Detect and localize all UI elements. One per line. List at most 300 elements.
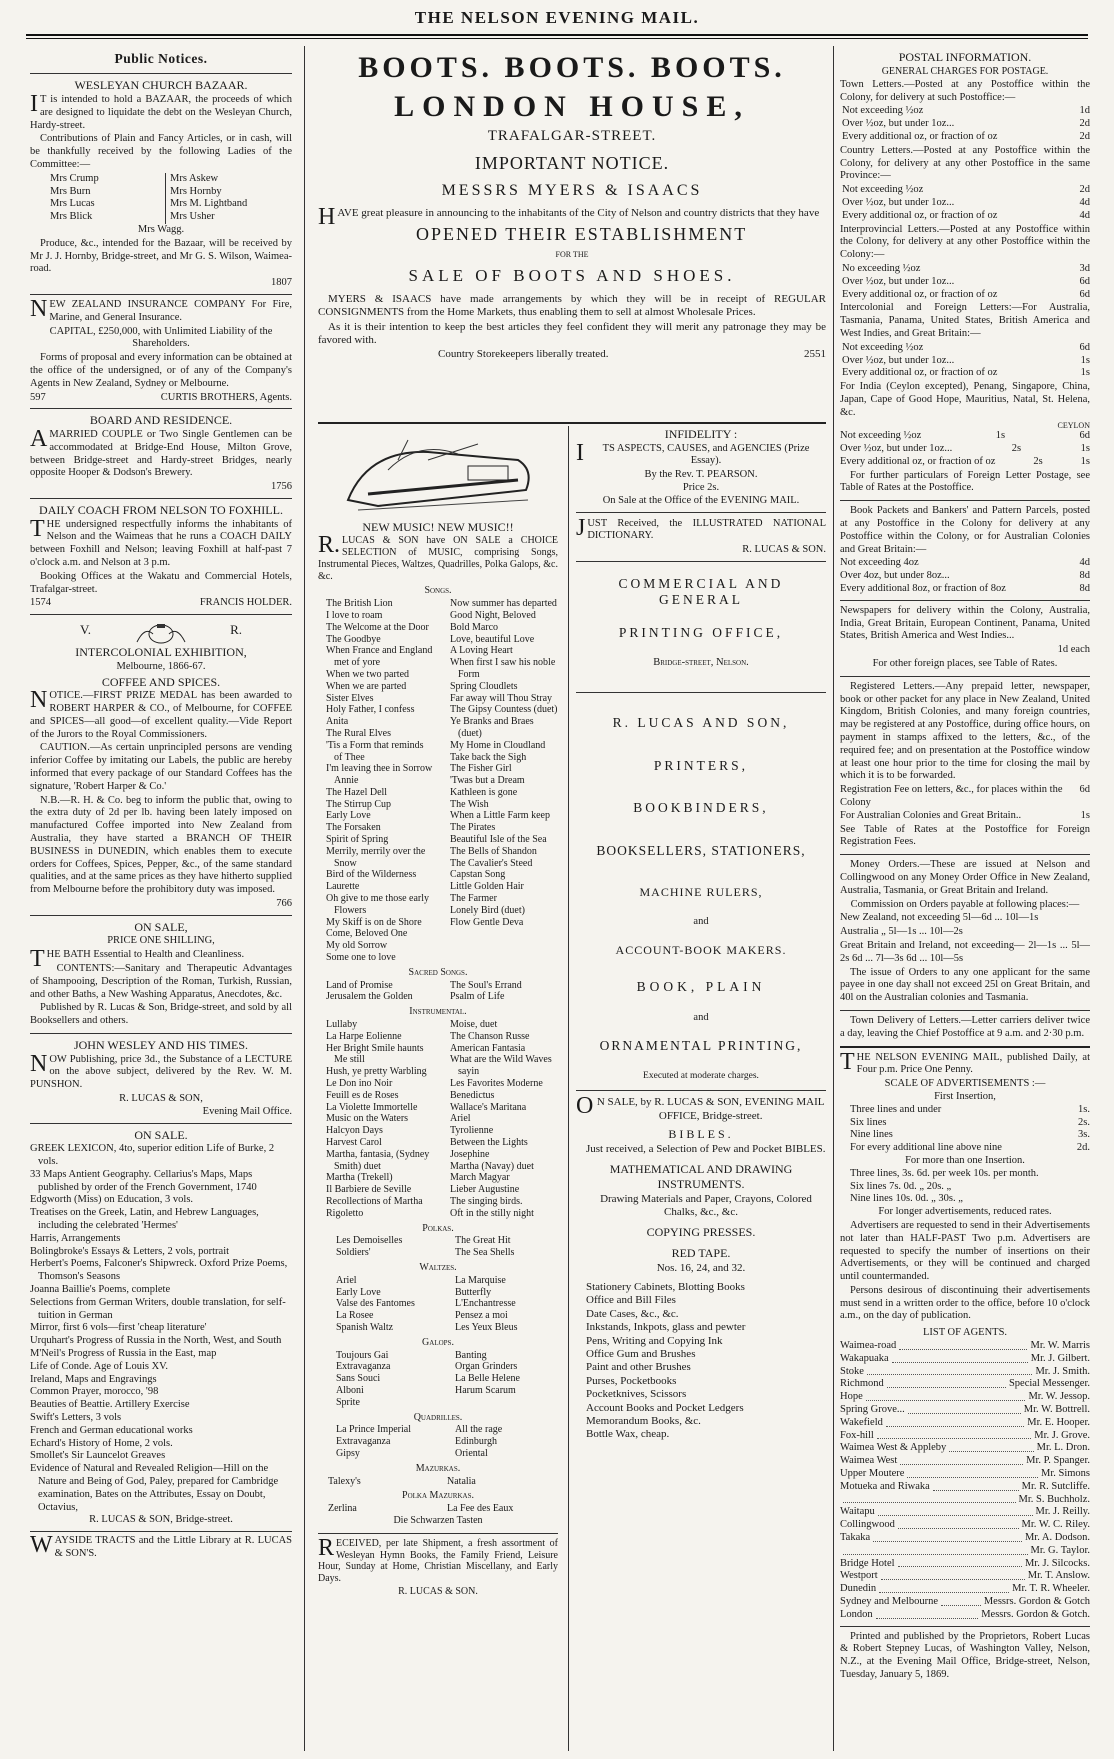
stationery-item: Inkstands, Inkpots, glass and pewter (586, 1321, 746, 1334)
agent-name: Special Messenger. (1008, 1378, 1090, 1390)
agent-row (840, 1609, 1090, 1622)
song-item: Jerusalem the Golden (326, 991, 413, 1003)
music-item: Sans Souci (336, 1373, 381, 1385)
agent-name: Mr. J. Reilly. (1035, 1506, 1090, 1518)
ad-title: WESLEYAN CHURCH BAZAAR. (74, 78, 248, 93)
stationery-item: Pens, Writing and Copying Ink (586, 1334, 723, 1347)
rate-row (840, 289, 1090, 302)
music-item: La Violette Immortelle (326, 1101, 418, 1113)
agent-name: Mr. P. Spanger. (1026, 1455, 1090, 1467)
agent-place: Sydney and Melbourne (840, 1596, 938, 1608)
book-packets: Book Packets and Bankers' and Pattern Parcels, posted at any Postoffice in the Colony for delivery at any Postoffice within the Colony, or for Australian Colonies and Great Britain:— Not exceeding 4oz 4d Over 4oz, but under 8oz... 8d Every additional 8oz, or fraction of 8oz 8d (840, 501, 1090, 601)
music-item: Edinburgh (455, 1436, 498, 1448)
agent-row (840, 1455, 1090, 1468)
rate-row (840, 118, 1090, 131)
music-item: Martha (Navay) duet (450, 1160, 534, 1172)
stationery-item: Bottle Wax, cheap. (586, 1428, 670, 1441)
ad-title: ON SALE. (134, 1127, 188, 1142)
song-item: Bold Marco (450, 621, 499, 633)
list-item: Swift's Letters, 3 vols (30, 1412, 122, 1423)
rate-value: 1s (1080, 354, 1090, 366)
ad-title: NEW MUSIC! NEW MUSIC!! (362, 520, 514, 534)
music-item: Extravaganza (336, 1361, 391, 1373)
rate-value: 4d (1079, 209, 1090, 221)
leader-dots (941, 1596, 981, 1606)
agent-place: Westport (840, 1570, 878, 1582)
agent-name: Mr. J. Silcocks. (1024, 1557, 1090, 1569)
rate-row (840, 263, 1090, 276)
agent-place: Stoke (840, 1365, 864, 1377)
agent-place: Dunedin (840, 1583, 877, 1595)
rate-label: Over 4oz, but under 8oz... (840, 570, 950, 582)
leader-dots (843, 1545, 1028, 1555)
music-item: Harvest Carol (326, 1137, 382, 1148)
list-item: Evidence of Natural and Revealed Religion—Hill on the Nature and Being of God, Paley, prepared for Cambridge examination, Bates on the Attributes, Essay on Doubt, Octavius, (30, 1463, 279, 1513)
agent-name: Mr. Simons (1040, 1468, 1090, 1480)
agent-place: Bridge Hotel (840, 1557, 895, 1569)
royal-arms-icon (131, 622, 191, 644)
rate-label: Not exceeding ½oz (842, 105, 924, 117)
list-item: French and German educational works (30, 1424, 193, 1436)
song-item: The Welcome at the Door (326, 621, 429, 633)
list-item: Common Prayer, morocco, '98 (30, 1386, 159, 1398)
list-item: Joanna Baillie's Poems, complete (30, 1284, 171, 1296)
song-item: I love to roam (326, 609, 383, 621)
agent-name: Mr. A. Dodson. (1024, 1532, 1090, 1544)
music-item: Lullaby (326, 1019, 358, 1031)
music-item: Oft in the stilly night (450, 1207, 534, 1219)
leader-dots (898, 1519, 1019, 1529)
agent-name: Mr. J. Smith. (1035, 1365, 1090, 1377)
ad-title: POSTAL INFORMATION. (898, 50, 1032, 64)
newspapers: Newspapers for delivery within the Colony, Australia, India, Great Britain, European Continent, Panama, United States, British America and West Indies... 1d each For other foreign places, see Table of Rates. (840, 601, 1090, 677)
rate-value: 2d. (1076, 1142, 1090, 1154)
coffee-spices-ad: V. R. INTERCOLONIAL EXHIBITION, Melbourne, 1866-67. COFFEE AND SPICES. NOTICE.—FIRST PRIZE MEDAL has been awarded to ROBERT HARPER & CO., of Melbourne, for COFFEE and SPICES—all good—of excellent quality.—Vide Report of the Jurors to the Royal Commissioners. CAUTION.—As certain unprincipled persons are vending inferior Coffee by imitating our Labels, the public are hereby informed that every package of our Standard Coffees has the signature, 'Robert Harper & Co.' N.B.—R. H. & Co. beg to inform the public that, owing to the extra duty of 2d per lb. having been lately imposed on manufactured Coffee imported into New Zealand from Australia, they have started a BRANCH OF THEIR BUSINESS in DUNEDIN, which enables them to execute orders for Coffees, Spices, Pepper, &c., of the same standard qualities, and at the same prices as they have hitherto supplied from Melbourne before the prohibitory duty was imposed. 766 (30, 615, 292, 916)
rate-row (840, 443, 1090, 456)
list-item: Harris, Arrangements (30, 1232, 121, 1244)
leader-dots (907, 1468, 1038, 1478)
song-item: Lonely Bird (duet) (450, 904, 525, 916)
song-item: When we two parted (326, 668, 410, 680)
rate-label: No exceeding ½oz (842, 262, 921, 274)
list-item: Smollet's Sir Launcelot Greaves (30, 1450, 166, 1462)
stationery-item: Office Gum and Brushes (586, 1348, 696, 1361)
rate-row: Nine lines 10s. 0d. „ 30s. „ (850, 1193, 963, 1205)
stationery-item: Purses, Pocketbooks (586, 1374, 677, 1387)
agent-name: Mr. W. C. Riley. (1021, 1519, 1090, 1531)
rate-value: 4d (1079, 557, 1090, 569)
agent-row (840, 1391, 1090, 1404)
agent-row (840, 1506, 1090, 1519)
leader-dots (908, 1404, 1021, 1414)
stationery-item: Account Books and Pocket Ledgers (586, 1401, 744, 1414)
leader-dots (887, 1378, 1006, 1388)
music-item: Harum Scarum (455, 1384, 516, 1396)
agent-row (840, 1378, 1090, 1391)
rate-value: 2d (1079, 184, 1090, 196)
agent-row (840, 1442, 1090, 1455)
music-item: Valse des Fantomes (336, 1298, 415, 1310)
music-item: La Rosee (336, 1310, 374, 1322)
leader-dots (867, 1366, 1033, 1376)
board-residence-ad: BOARD AND RESIDENCE. AMARRIED COUPLE or Two Single Gentlemen can be accommodated at Bridge-End House, Milton Grove, between Bridge-street and Hardy-street Bridges, nearly opposite Hooper & Dodson's Brewery. 1756 (30, 409, 292, 499)
music-item: Butterfly (455, 1286, 492, 1298)
infidelity-ad: INFIDELITY : ITS ASPECTS, CAUSES, and AGENCIES (Prize Essay). By the Rev. T. PEARSON. Price 2s. On Sale at the Office of the EVENING MAIL. (576, 427, 826, 513)
column-divider (833, 46, 834, 1751)
song-item: Beautiful Isle of the Sea (450, 834, 547, 846)
music-item: American Fantasia (450, 1042, 526, 1054)
music-item: Soldiers' (336, 1247, 371, 1259)
list-item: Selections from German Writers, double translation, for self-tuition in German (30, 1296, 286, 1321)
song-item: Good Night, Beloved (450, 609, 536, 621)
music-item: Organ Grinders (455, 1361, 518, 1373)
rate-value: 1s (995, 430, 1006, 442)
agent-row (840, 1519, 1090, 1532)
music-item: La Marquise (455, 1274, 506, 1286)
music-item: Martha, fantasia, (Sydney Smith) duet (326, 1148, 430, 1172)
agent-place: Waimea-road (840, 1340, 897, 1352)
music-item: L'Enchantresse (455, 1298, 516, 1310)
rate-value: 2s (1011, 443, 1022, 455)
song-item: The Stirrup Cup (326, 798, 391, 810)
town-delivery: Town Delivery of Letters.—Letter carriers deliver twice a day, leaving the Chief Postoffice at 9 a.m. and 2·30 p.m. (840, 1011, 1090, 1048)
bazaar-ad: WESLEYAN CHURCH BAZAAR. IT is intended to hold a BAZAAR, the proceeds of which are designed to liquidate the debt on the Wesleyan Church, Hardy-street. Contributions of Plain and Fancy Articles, or in cash, will be thankfully received by the following Ladies of the Committee:— Mrs Crump Mrs Burn Mrs Lucas Mrs Blick Mrs Askew Mrs Hornby Mrs M. Lightband Mrs Usher Mrs Wagg. Produce, &c., intended for the Bazaar, will be received by Mr J. J. Hornby, Bridge-street, and Mr G. S. Wilson, Waimea-road. 1807 (30, 74, 292, 295)
list-item: Mirror, first 6 vols—first 'cheap literature' (30, 1322, 207, 1334)
music-item: Tyrolienne (450, 1125, 494, 1137)
rate-label: Over ½oz, but under 1oz... (842, 275, 955, 287)
song-item: Flow Gentle Deva (450, 916, 524, 928)
list-item: Urquhart's Progress of Russia in the North, West, and South (30, 1335, 282, 1347)
imprint: Printed and published by the Proprietors, Robert Lucas & Robert Stepney Lucas, of Washington Valley, Nelson, N.Z., at the Evening Mail Office, Bridge-street, Nelson, Tuesday, January 5, 1869. (840, 1630, 1090, 1680)
coach-ad: DAILY COACH FROM NELSON TO FOXHILL. THE undersigned respectfully informs the inhabitants of Nelson and the Waimeas that he runs a COACH DAILY between Foxhill and Nelson; leaving Foxhill at half-past 7 o'clock a.m. and Nelson at 3 p.m. Booking Offices at the Wakatu and Commercial Hotels, Trafalgar-street. 1574 FRANCIS HOLDER. (30, 499, 292, 615)
rate-value: 1s. (1078, 1103, 1090, 1115)
leader-dots (843, 1494, 1016, 1504)
leader-dots (876, 1609, 979, 1619)
song-item: Capstan Song (450, 869, 506, 881)
song-item: The Goodbye (326, 633, 381, 645)
agent-place: Waitapu (840, 1506, 875, 1518)
song-item: The Wish (450, 798, 489, 810)
song-item: 'Tis a Form that reminds of Thee (326, 739, 424, 763)
song-item: When France and England met of yore (326, 645, 433, 669)
song-item: Ye Branks and Braes (duet) (450, 716, 534, 739)
printing-office-ad: INFIDELITY : ITS ASPECTS, CAUSES, and AGENCIES (Prize Essay). By the Rev. T. PEARSON. Price 2s. On Sale at the Office of the EVENING MAIL. JUST Received, the ILLUSTRATED NATIONAL DICTIONARY. R. LUCAS & SON. COMMERCIAL AND GENERAL PRINTING OFFICE, Bridge-street, Nelson. R. LUCAS AND SON, PRINTERS, BOOKBINDERS, BOOKSELLERS, STATIONERS, MACHINE RULERS, and ACCOUNT-BOOK MAKERS. BOOK, PLAIN and ORNAMENTAL PRINTING, Executed at moderate charges. ON SALE, by R. LUCAS & SON, EVENING MAIL OFFICE, Bridge-street. BIBLES. Just received, a Selection of Pew and Pocket BIBLES. MATHEMATICAL AND DRAWING INSTRUMENTS. Drawing Materials and Paper, Crayons, Colored Chalks, &c., &c. COPYING PRESSES. RED TAPE. Nos. 16, 24, and 32. Stationery Cabinets, Blotting Books Office and Bill Files Date Cases, &c., &c. Inkstands, Inkpots, glass and pewter Pens, Writing and Copying Ink Office Gum and Brushes Paint and other Brushes Purses, Pocketbooks Pocketknives, Scissors Account Books and Pocket Ledgers Memorandum Books, &c. Bottle Wax, cheap. (576, 427, 826, 1441)
song-item: Now summer has departed (450, 598, 557, 610)
song-item: Land of Promise (326, 979, 393, 991)
songs-list (318, 598, 558, 964)
song-item: Bird of the Wilderness (326, 869, 417, 881)
music-item: Lieber Augustine (450, 1184, 520, 1196)
agent-place: Wakefield (840, 1416, 883, 1428)
leader-dots (886, 1417, 1024, 1427)
leader-dots (892, 1353, 1028, 1363)
song-item: Some one to love (326, 952, 396, 964)
agent-row (840, 1545, 1090, 1558)
rate-value: 6d (1079, 341, 1090, 353)
agent-row (840, 1417, 1090, 1430)
song-item: Merrily, merrily over the Snow (326, 845, 426, 869)
song-item: Holy Father, I confess (326, 704, 415, 716)
rate-value: 1s (1080, 443, 1090, 455)
song-item: Kathleen is gone (450, 786, 518, 798)
agent-place: Collingwood (840, 1519, 895, 1531)
agent-place: Waimea West & Appleby (840, 1442, 947, 1454)
rate-label: Three lines and under (850, 1103, 942, 1115)
song-item: Anita (326, 716, 349, 728)
song-item: The Bells of Shandon (450, 845, 537, 857)
hymn-books-ad: RECEIVED, per late Shipment, a fresh assortment of Wesleyan Hymn Books, the Family Friend, Leisure Hour, Sunday at Home, Christian Miscellany, and Early Days. R. LUCAS & SON. (318, 1534, 558, 1597)
music-item: Her Bright Smile haunts Me still (326, 1042, 424, 1066)
song-item: Take back the Sigh (450, 751, 527, 763)
stationery-item: Memorandum Books, &c. (586, 1415, 701, 1428)
music-item: Josephine (450, 1148, 490, 1160)
rate-value: 3d (1079, 262, 1090, 274)
song-item: My old Sorrow (326, 940, 388, 952)
music-item: Il Barbiere de Seville (326, 1184, 412, 1196)
song-item: The Pirates (450, 822, 496, 834)
leader-dots (879, 1583, 1009, 1593)
list-item: Edgworth (Miss) on Education, 3 vols. (30, 1194, 194, 1206)
agent-name: Mr. T. Anslow. (1027, 1570, 1090, 1582)
registered-letters: Registered Letters.—Any prepaid letter, newspaper, book or other packet for any place in New Zealand, United Kingdom, British Colonies, and many foreign countries, may be registered at any Postoffice, during office hours, on payment in stamps affixed to the letters, &c., of the required fee; and on presentation at the Postoffice window at least one hour prior to the time for closing the mail by which it is to be forwarded. Registration Fee on letters, &c., for places within the Colony 6d For Australian Colonies and Great Britain.. 1s See Table of Rates at the Postoffice for Foreign Registration Fees. (840, 677, 1090, 855)
song-item: When first I saw his noble Form (450, 657, 556, 680)
music-item: Martha (Trekell) (326, 1172, 393, 1184)
agent-row (840, 1340, 1090, 1353)
rate-value: 1s (1080, 455, 1090, 467)
music-item: What are the Wild Waves sayin (450, 1054, 552, 1078)
rate-row (840, 105, 1090, 118)
rate-label: Not exceeding 4oz (840, 557, 919, 569)
agent-row (840, 1494, 1090, 1507)
rate-value: 2s. (1078, 1116, 1090, 1128)
stationery-ad: ON SALE, by R. LUCAS & SON, EVENING MAIL OFFICE, Bridge-street. BIBLES. Just received, a Selection of Pew and Pocket BIBLES. MATHEMATICAL AND DRAWING INSTRUMENTS. Drawing Materials and Paper, Crayons, Colored Chalks, &c., &c. COPYING PRESSES. RED TAPE. Nos. 16, 24, and 32. Stationery Cabinets, Blotting Books Office and Bill Files Date Cases, &c., &c. Inkstands, Inkpots, glass and pewter Pens, Writing and Copying Ink Office Gum and Brushes Paint and other Brushes Purses, Pocketbooks Pocketknives, Scissors Account Books and Pocket Ledgers Memorandum Books, &c. Bottle Wax, cheap. (576, 1090, 826, 1441)
music-item: Ariel (336, 1274, 357, 1286)
music-item: Feuill es de Roses (326, 1089, 399, 1101)
leader-dots (898, 1558, 1022, 1568)
rate-value: 8d (1079, 583, 1090, 595)
agent-place: Fox-hill (840, 1429, 874, 1441)
rate-label: Not exceeding ½oz (842, 184, 924, 196)
insurance-ad: NEW ZEALAND INSURANCE COMPANY For Fire, Marine, and General Insurance. CAPITAL, £250,000, with Unlimited Liability of the Shareholders. Forms of proposal and every information can be obtained at the office of the undersigned, or of any of the Company's Agents in New Zealand, Sydney or Melbourne. 597 CURTIS BROTHERS, Agents. (30, 295, 292, 409)
postal-information: POSTAL INFORMATION. GENERAL CHARGES FOR POSTAGE. Town Letters.—Posted at any Postoffice within the Colony, for delivery at such Postoffice:— Not exceeding ½oz 1d Over ½oz, but under 1oz... 2d Every additional oz, or fraction of oz 2d Country Letters.—Posted at any Postoffice within the Colony, for delivery at any other Postoffice in the same Province:— Not exceeding ½oz 2d Over ½oz, but under 1oz... 4d Every additional oz, or fraction of oz 4d Interprovincial Letters.—Posted at any Postoffice within the Colony, for delivery at any other Postoffice within the Colony:— No exceeding ½oz 3d Over ½oz, but under 1oz... 6d Every additional oz, or fraction of oz 6d Intercolonial and Foreign Letters:—For Australia, Tasmania, Panama, United States, British America and West Indies, and Great Britain:— Not exceeding ½oz 6d Over ½oz, but under 1oz... 1s Every additional oz, or fraction of oz 1s For India (Ceylon excepted), Penang, Singapore, China, Japan, Cape of Good Hope, Mauritius, Natal, St. Helena, &c. CEYLON Not exceeding ½oz 1s 6d Over ½oz, but under 1oz... 2s 1s Every additional oz, or fraction of oz 2s 1s For further particulars of Foreign Letter Postage, see Table of Rates at the Postoffice. (840, 46, 1090, 501)
rate-label: Nine lines (850, 1129, 893, 1141)
music-item: Pensez a moi (455, 1310, 508, 1322)
music-item: Le Don ino Noir (326, 1078, 393, 1090)
leader-dots (877, 1430, 1031, 1440)
list-item: Beauties of Beattie. Artillery Exercise (30, 1399, 190, 1411)
agent-place: London (840, 1608, 873, 1620)
stationery-item: Stationery Cabinets, Blotting Books (586, 1281, 745, 1293)
agent-row (840, 1532, 1090, 1545)
song-item: The Rural Elves (326, 727, 391, 739)
wesley-ad: JOHN WESLEY AND HIS TIMES. NOW Publishing, price 3d., the Substance of a LECTURE on the above subject, delivered by the Rev. W. M. PUNSHON. R. LUCAS & SON, Evening Mail Office. (30, 1034, 292, 1124)
music-item: Les Yeux Bleus (455, 1321, 518, 1333)
music-item: Wallace's Maritana (450, 1101, 527, 1113)
wayside-ad: WAYSIDE TRACTS and the Little Library at R. LUCAS & SON'S. (30, 1532, 292, 1559)
agent-name: Messrs. Gordon & Gotch. (981, 1608, 1090, 1620)
agent-name: Mr. E. Hooper. (1027, 1416, 1090, 1428)
ad-title: BOARD AND RESIDENCE. (89, 413, 233, 428)
music-item: Halcyon Days (326, 1125, 383, 1137)
agent-row (840, 1353, 1090, 1366)
column-center (318, 46, 826, 1751)
rate-label: Over ½oz, but under 1oz... (842, 196, 955, 208)
list-item: Bolingbroke's Essays & Letters, 2 vols, portrait (30, 1245, 230, 1257)
rate-label: Every additional oz, or fraction of oz (842, 131, 998, 142)
agent-place: Motueka and Riwaka (840, 1480, 930, 1492)
agent-name: Mr. W. Bottrell. (1023, 1404, 1090, 1416)
song-item: Early Love (326, 810, 371, 822)
top-rule (26, 34, 1088, 36)
music-item: March Magyar (450, 1172, 510, 1184)
rate-value: 6d (1079, 288, 1090, 300)
music-item: La Prince Imperial (336, 1424, 411, 1436)
rate-row (840, 355, 1090, 368)
music-item: La Harpe Eolienne (326, 1030, 402, 1042)
agents-list (840, 1340, 1090, 1622)
rate-row (850, 1129, 1090, 1142)
agent-name: Mr. L. Dron. (1036, 1442, 1090, 1454)
ad-title: COFFEE AND SPICES. (101, 674, 221, 689)
agent-name: Mr. J. Grove. (1034, 1429, 1090, 1441)
rate-row (840, 557, 1090, 570)
list-item: Life of Conde. Age of Louis XV. (30, 1360, 169, 1372)
rate-row (840, 342, 1090, 355)
music-item: The singing birds. (450, 1195, 523, 1207)
song-item: Psalm of Life (450, 991, 505, 1003)
music-item: Toujours Gai (336, 1349, 389, 1361)
rate-value: 6d (1079, 430, 1090, 442)
committee-list: Mrs Crump Mrs Burn Mrs Lucas Mrs Blick Mrs Askew Mrs Hornby Mrs M. Lightband Mrs Usher (30, 173, 292, 224)
rate-row (840, 276, 1090, 289)
song-item: The British Lion (326, 598, 393, 610)
agent-place: Waimea West (840, 1455, 898, 1467)
stationery-list (576, 1281, 826, 1442)
agent-name: Mr. T. R. Wheeler. (1012, 1583, 1090, 1595)
money-orders: Money Orders.—These are issued at Nelson and Collingwood on any Money Order Office in New Zealand, Australia, Tasmania, or Great Britain and Ireland. Commission on Orders payable at following places:— New Zealand, not exceeding 5l—6d ... 10l—1s Australia „ 5l—1s ... 10l—2s Great Britain and Ireland, not exceeding— 2l—1s ... 5l—2s 6d ... 7l—3s 6d ... 10l—5s The issue of Orders to any one applicant for the same payee in one day shall not exceed 25l on Great Britain, and 40l on the Australian colonies and Tasmania. (840, 855, 1090, 1011)
rate-row (840, 570, 1090, 583)
agent-name: Mr. J. Gilbert. (1030, 1352, 1090, 1364)
rate-label: Every additional oz, or fraction of oz (842, 288, 998, 300)
agent-name: Mr. R. Sutcliffe. (1021, 1480, 1090, 1492)
agent-place: Richmond (840, 1378, 884, 1390)
stationery-item: Paint and other Brushes (586, 1361, 691, 1374)
rate-row (850, 1117, 1090, 1130)
music-item: Rigoletto (326, 1207, 364, 1219)
music-item: The Chanson Russe (450, 1030, 530, 1042)
leader-dots (933, 1481, 1019, 1491)
column-left (30, 46, 292, 1751)
music-item: La Belle Helene (455, 1373, 520, 1385)
song-item: Sister Elves (326, 692, 374, 704)
rate-value: 2d (1079, 131, 1090, 142)
music-item: All the rage (455, 1424, 503, 1436)
rate-value: 1d (1079, 105, 1090, 117)
leader-dots (873, 1532, 1022, 1542)
boots-ad: BOOTS. BOOTS. BOOTS. LONDON HOUSE, TRAFALGAR-STREET. IMPORTANT NOTICE. MESSRS MYERS & ISAACS HAVE great pleasure in announcing to the inhabitants of the City of Nelson and country districts that they have OPENED THEIR ESTABLISHMENT FOR THE SALE OF BOOTS AND SHOES. MYERS & ISAACS have made arrangements by which they will be in receipt of REGULAR CONSIGNMENTS from the Home Markets, thus enabling them to sell at almost Wholesale Prices. As it is their intention to keep the best articles they feel confident they will merit any patronage they may be favored with. Country Storekeepers liberally treated. 2551 (318, 50, 826, 424)
top-rule-thin (26, 38, 1088, 39)
song-item: The Gipsy Countess (duet) (450, 704, 558, 716)
music-item: Extravaganza (336, 1436, 391, 1448)
music-item: Spanish Waltz (336, 1321, 394, 1333)
music-item: Music on the Waters (326, 1113, 409, 1125)
rate-row (840, 367, 1090, 380)
agent-name: Mr. G. Taylor. (1030, 1544, 1090, 1556)
song-item: Far away will Thou Stray (450, 692, 553, 704)
rate-label: Over ½oz, but under 1oz... (842, 118, 955, 130)
masthead: THE NELSON EVENING MAIL. (414, 8, 700, 27)
music-item: Hush, ye pretty Warbling (326, 1066, 427, 1078)
agent-row (840, 1481, 1090, 1494)
list-item: M'Neil's Progress of Russia in the East, map (30, 1348, 217, 1360)
agent-row (840, 1596, 1090, 1609)
song-item: My Home in Cloudland (450, 739, 546, 751)
song-item: Come, Beloved One (326, 928, 408, 940)
rate-label: Not exceeding ½oz (840, 430, 922, 442)
leader-dots (866, 1391, 1026, 1401)
music-item: The Great Hit (455, 1235, 511, 1247)
song-item: The Farmer (450, 893, 497, 905)
song-item: Oh give to me those early Flowers (326, 893, 430, 916)
agent-row (840, 1583, 1090, 1596)
rate-label: Over ½oz, but under 1oz... (840, 443, 953, 455)
music-item: Early Love (336, 1286, 381, 1298)
mail-terms: THE NELSON EVENING MAIL, published Daily, at Four p.m. Price One Penny. SCALE OF ADVERTISEMENTS :— First Insertion, Three lines and under 1s. Six lines 2s. Nine lines 3s. For every additional line above nine 2d. For more than one Insertion. Three lines, 3s. 6d. per week 10s. per month. Six lines 7s. 0d. „ 20s. „ Nine lines 10s. 0d. „ 30s. „ For longer advertisements, reduced rates. Advertisers are requested to send in their Advertisements not later than HALF-PAST Two p.m. Advertisers are requested to specify the number of insertions on their Advertisements, or they will be continued and charged until countermanded. Persons desirous of discontinuing their advertisements must send in a written order to the office, before 10 o'clock a.m., on the day of publication. LIST OF AGENTS. Waimea-road Mr. W. Marris Wakapuaka Mr. J. Gilbert. Stoke Mr. J. Smith. Richmond Special Messenger. Hope Mr. W. Jessop. Spring Grove... Mr. W. Bottrell. Wakefield Mr. E. Hooper. Fox-hill Mr. J. Grove. Waimea West & Appleby Mr. L. Dron. Waimea West Mr. P. Spanger. Upper Moutere Mr. Simons Motueka and Riwaka Mr. R. Sutcliffe. Mr. S. Buchholz. Waitapu Mr. J. Reilly. Collingwood Mr. W. C. Riley. Takaka Mr. A. Dodson. Mr. G. Taylor. Bridge Hotel Mr. J. Silcocks. Westport Mr. T. Anslow. Dunedin Mr. T. R. Wheeler. Sydney and Melbourne Messrs. Gordon & Gotch London Messrs. Gordon & Gotch. (840, 1048, 1090, 1627)
agent-row (840, 1558, 1090, 1571)
rate-label: Every additional oz, or fraction of oz (840, 455, 996, 467)
agent-place: Spring Grove... (840, 1404, 905, 1416)
music-item: Recollections of Martha (326, 1195, 423, 1207)
column-divider (304, 46, 305, 1751)
agent-place: Takaka (840, 1532, 871, 1544)
rate-row (840, 184, 1090, 197)
agent-row (840, 1570, 1090, 1583)
leader-dots (881, 1570, 1025, 1580)
agent-row (840, 1366, 1090, 1379)
column-divider (568, 426, 569, 1751)
stationery-item: Date Cases, &c., &c. (586, 1307, 679, 1320)
ad-title: DAILY COACH FROM NELSON TO FOXHILL. (39, 503, 283, 518)
rate-label: Every additional 8oz, or fraction of 8oz (840, 583, 1006, 595)
song-item: Spirit of Spring (326, 834, 389, 846)
music-item: Sprite (336, 1396, 360, 1408)
rate-label: For every additional line above nine (850, 1142, 1002, 1154)
rate-label: Six lines (850, 1116, 887, 1128)
list-item: Ireland, Maps and Engravings (30, 1373, 157, 1385)
leader-dots (878, 1506, 1033, 1516)
list-item: GREEK LEXICON, 4to, superior edition Life of Burke, 2 vols. (30, 1143, 275, 1168)
rate-row (840, 131, 1090, 144)
music-item: The Sea Shells (455, 1247, 515, 1259)
agent-name: Mr. S. Buchholz. (1018, 1493, 1090, 1505)
music-item: Alboni (336, 1384, 364, 1396)
song-item: I'm leaving thee in Sorrow Annie (326, 763, 433, 787)
song-item: When we are parted (326, 680, 407, 692)
song-item: Love, beautiful Love (450, 633, 535, 645)
rate-label: Over ½oz, but under 1oz... (842, 354, 955, 366)
song-item: The Cavalier's Steed (450, 857, 533, 869)
music-item: Moise, duet (450, 1019, 498, 1031)
rate-value: 6d (1079, 275, 1090, 287)
music-item: Banting (455, 1349, 487, 1361)
music-item: Les Favorites Moderne (450, 1078, 543, 1090)
rate-row (840, 456, 1090, 469)
rate-row: Six lines 7s. 0d. „ 20s. „ (850, 1180, 952, 1192)
rate-label: Not exceeding ½oz (842, 341, 924, 353)
song-item: When a Little Farm keep (450, 810, 550, 822)
on-sale-books-ad: ON SALE. GREEK LEXICON, 4to, superior edition Life of Burke, 2 vols. 33 Maps Antient Geography. Cellarius's Maps, Maps published by order of the French Government, 1740 Edgworth (Miss) on Education, 3 vols. Treatises on the Greek, Latin, and Hebrew Languages, including the celebrated 'Hermes' Harris, Arrangements Bolingbroke's Essays & Letters, 2 vols, portrait Herbert's Poems, Falconer's Shipwreck. Oxford Prize Poems, Thomson's Seasons Joanna Baillie's Poems, complete Selections from German Writers, double translation, for self-tuition in German Mirror, first 6 vols—first 'cheap literature' Urquhart's Progress of Russia in the North, West, and South M'Neil's Progress of Russia in the East, map Life of Conde. Age of Louis XV. Ireland, Maps and Engravings Common Prayer, morocco, '98 Beauties of Beattie. Artillery Exercise Swift's Letters, 3 vols French and German educational works Echard's History of Home, 2 vols. Smollet's Sir Launcelot Greaves Evidence of Natural and Revealed Religion—Hill on the Nature and Being of God, Paley, prepared for Cambridge examination, Bates on the Attributes, Essay on Doubt, Octavius, R. LUCAS & SON, Bridge-street. (30, 1124, 292, 1533)
song-item: My Skiff is on de Shore (326, 916, 422, 928)
